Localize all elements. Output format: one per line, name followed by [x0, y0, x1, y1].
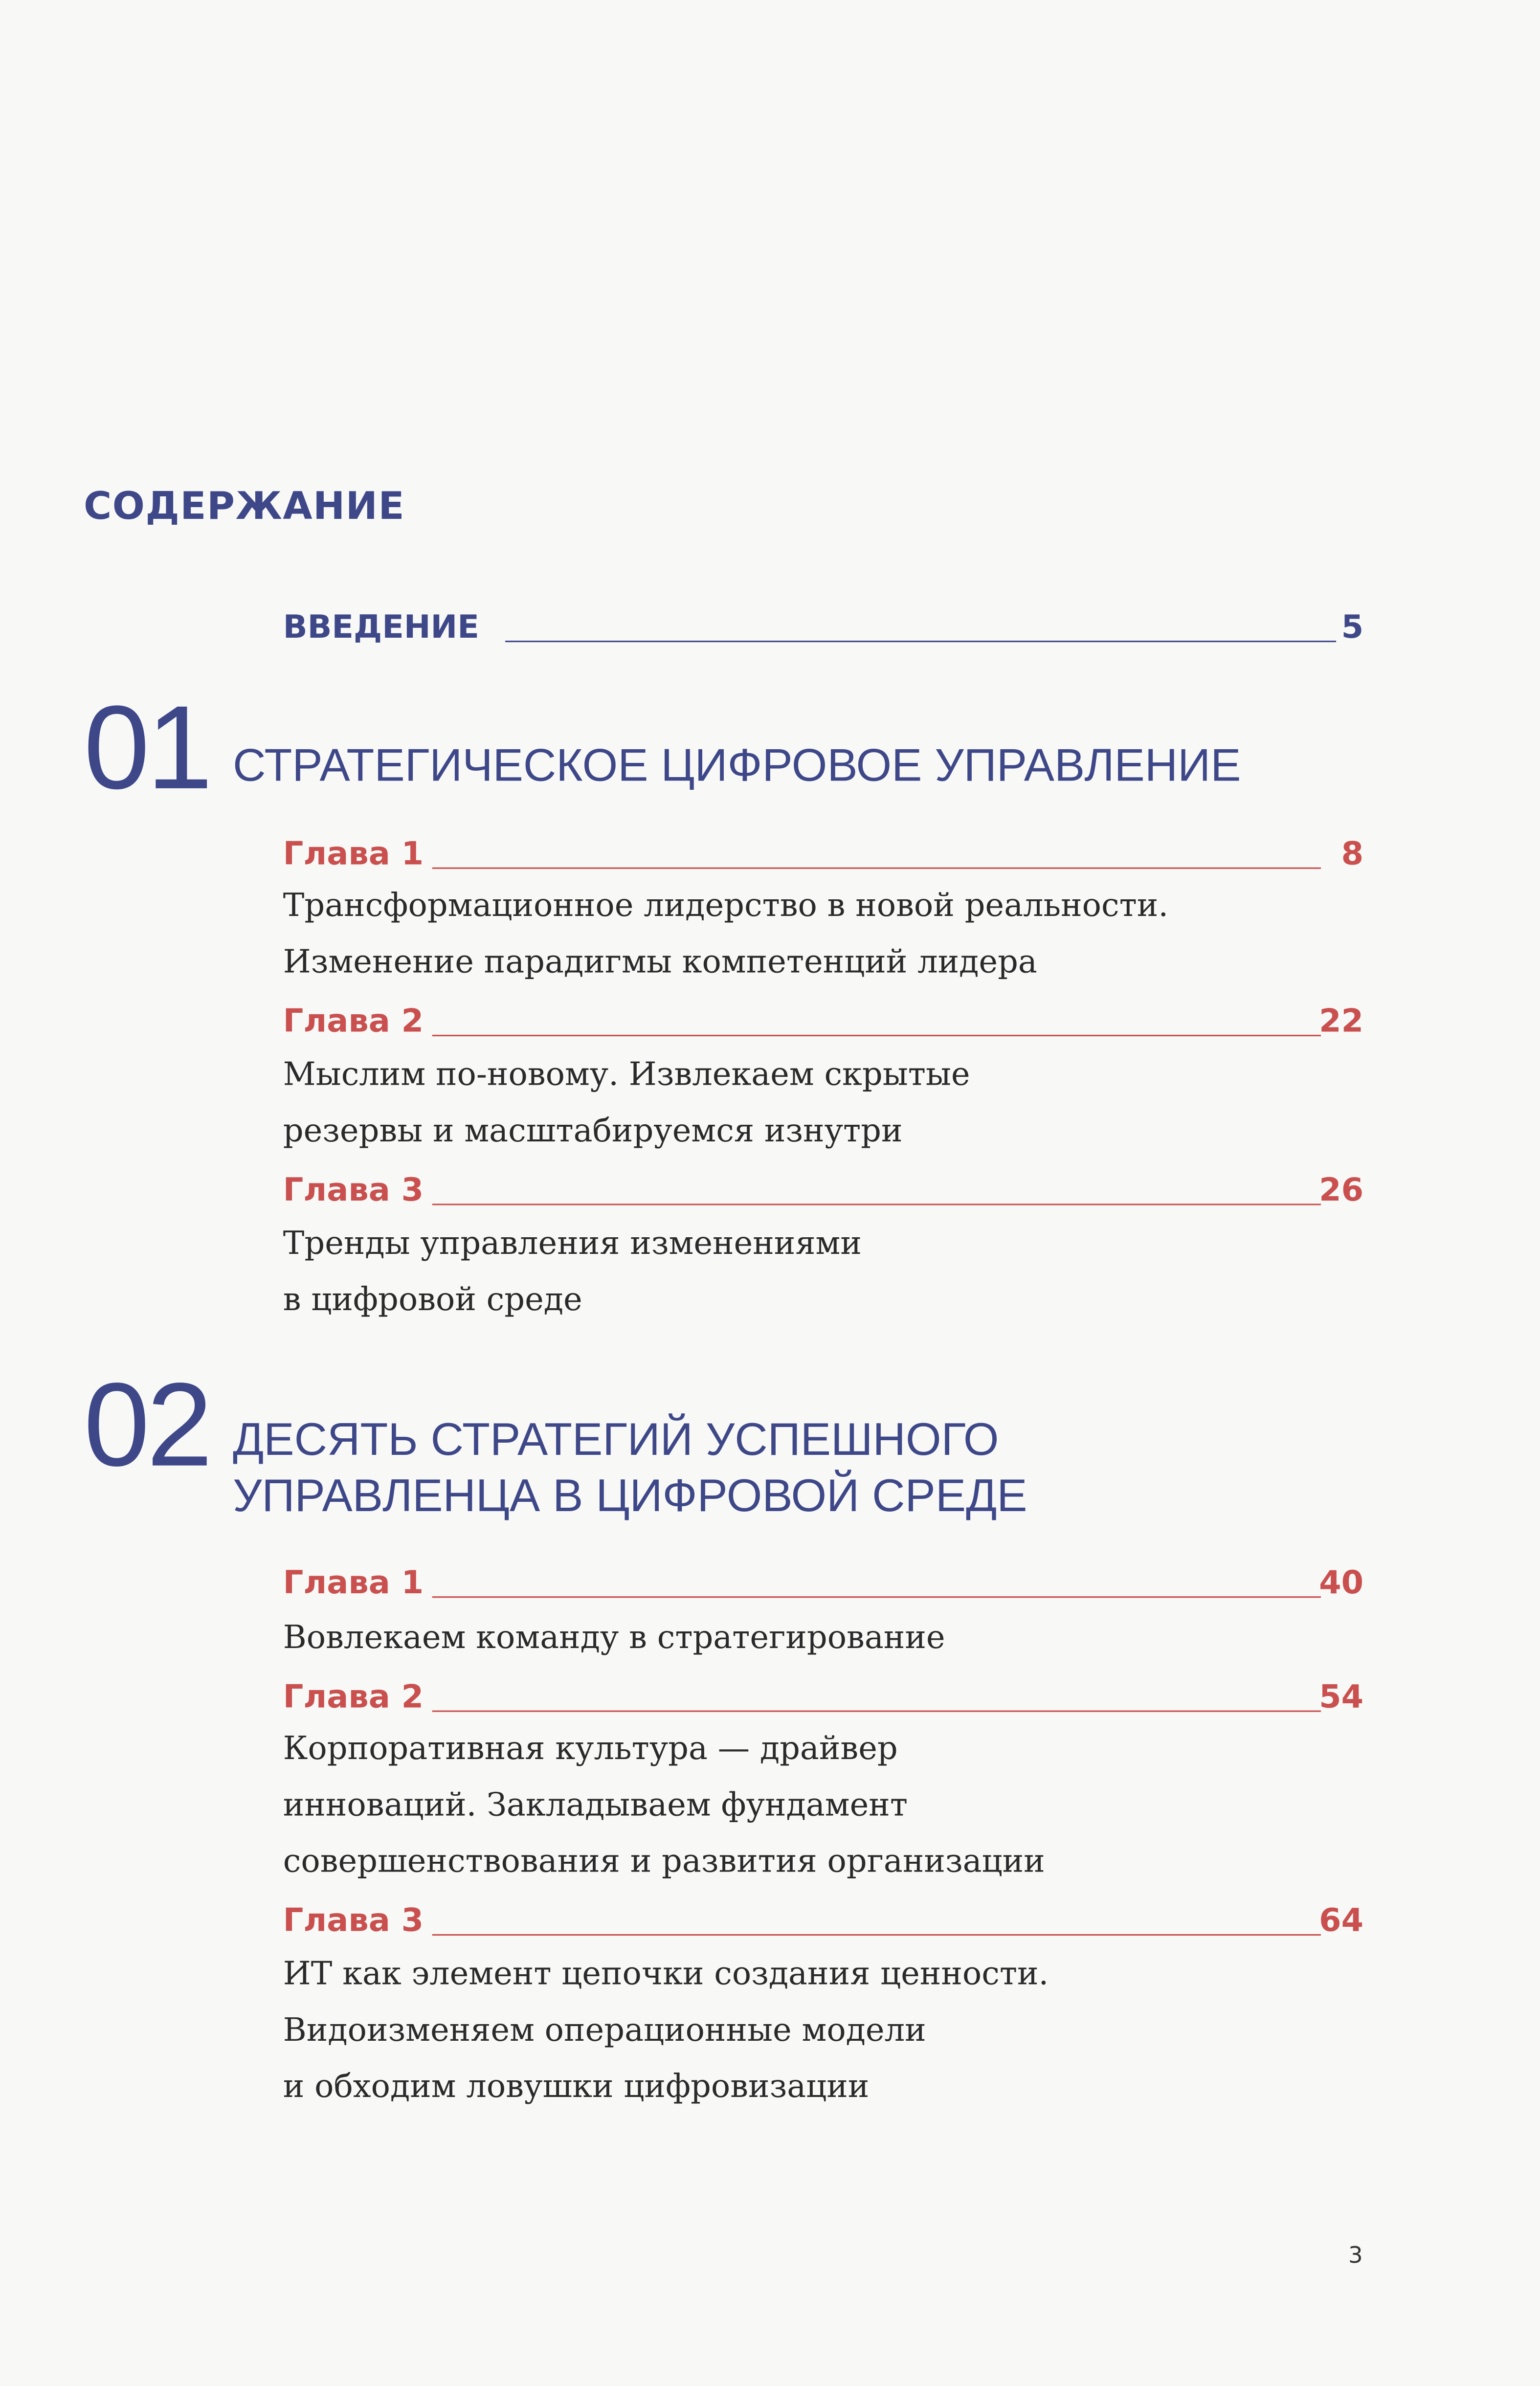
desc-line: и обходим ловушки цифровизации — [283, 2068, 870, 2105]
desc-line: Видоизменяем операционные модели — [283, 2011, 926, 2049]
toc-entry-chapter[interactable] — [283, 1166, 1364, 1208]
desc-line: инноваций. Закладываем фундамент — [283, 1786, 908, 1823]
entry-label: Глава 3 — [283, 1172, 424, 1208]
desc-line: Корпоративная культура — драйвер — [283, 1730, 898, 1767]
entry-label: Глава 2 — [283, 1003, 424, 1040]
leader-line — [432, 1933, 1321, 1936]
leader-line — [432, 1203, 1321, 1205]
chapter-description — [283, 878, 1168, 990]
chapter-description — [283, 1610, 945, 1666]
chapter-description — [283, 1047, 970, 1160]
title-line: ДЕСЯТЬ СТРАТЕГИЙ УСПЕШНОГО — [233, 1415, 999, 1466]
leader-line — [505, 640, 1336, 642]
toc-entry-intro[interactable] — [283, 602, 1364, 646]
chapter-description — [283, 1721, 1045, 1890]
desc-line: Тренды управления изменениями — [283, 1225, 862, 1262]
entry-page: 5 — [1341, 608, 1364, 646]
leader-line — [432, 1596, 1321, 1598]
entry-page: 64 — [1319, 1902, 1364, 1939]
toc-entry-chapter[interactable] — [283, 829, 1364, 872]
desc-line: резервы и масштабируемся изнутри — [283, 1112, 903, 1149]
entry-label: Глава 2 — [283, 1678, 424, 1715]
entry-label: Глава 1 — [283, 1564, 424, 1601]
part-title: СТРАТЕГИЧЕСКОЕ ЦИФРОВОЕ УПРАВЛЕНИЕ — [233, 741, 1241, 792]
leader-line — [432, 1710, 1321, 1712]
desc-line: в цифровой среде — [283, 1281, 582, 1318]
entry-page: 40 — [1319, 1564, 1364, 1601]
toc-entry-chapter[interactable] — [283, 1558, 1364, 1601]
part-number: 01 — [84, 680, 210, 814]
leader-line — [432, 1034, 1321, 1036]
desc-line: ИТ как элемент цепочки создания ценности. — [283, 1955, 1049, 1992]
desc-line: Вовлекаем команду в стратегирование — [283, 1619, 945, 1656]
desc-line: Мыслим по-новому. Извлекаем скрытые — [283, 1056, 970, 1093]
chapter-description — [283, 1216, 862, 1328]
entry-label: Глава 1 — [283, 835, 424, 872]
chapter-description — [283, 1946, 1049, 2115]
entry-label: ВВЕДЕНИЕ — [283, 608, 479, 646]
entry-page: 54 — [1319, 1678, 1364, 1715]
part-number: 02 — [84, 1357, 210, 1492]
desc-line: Изменение парадигмы компетенций лидера — [283, 943, 1037, 980]
toc-entry-chapter[interactable] — [283, 1672, 1364, 1715]
toc-entry-chapter[interactable] — [283, 1896, 1364, 1939]
leader-line — [432, 867, 1321, 869]
entry-page: 8 — [1341, 835, 1364, 872]
toc-heading: СОДЕРЖАНИЕ — [84, 484, 405, 528]
part-title — [233, 1412, 1027, 1525]
desc-line: совершенствования и развития организации — [283, 1843, 1045, 1879]
desc-line: Трансформационное лидерство в новой реальности. — [283, 887, 1169, 924]
title-line: УПРАВЛЕНЦА В ЦИФРОВОЙ СРЕДЕ — [233, 1472, 1027, 1522]
entry-page: 22 — [1319, 1003, 1364, 1040]
toc-entry-chapter[interactable] — [283, 997, 1364, 1040]
entry-page: 26 — [1319, 1172, 1364, 1208]
entry-label: Глава 3 — [283, 1902, 424, 1939]
page-number: 3 — [1348, 2241, 1363, 2269]
